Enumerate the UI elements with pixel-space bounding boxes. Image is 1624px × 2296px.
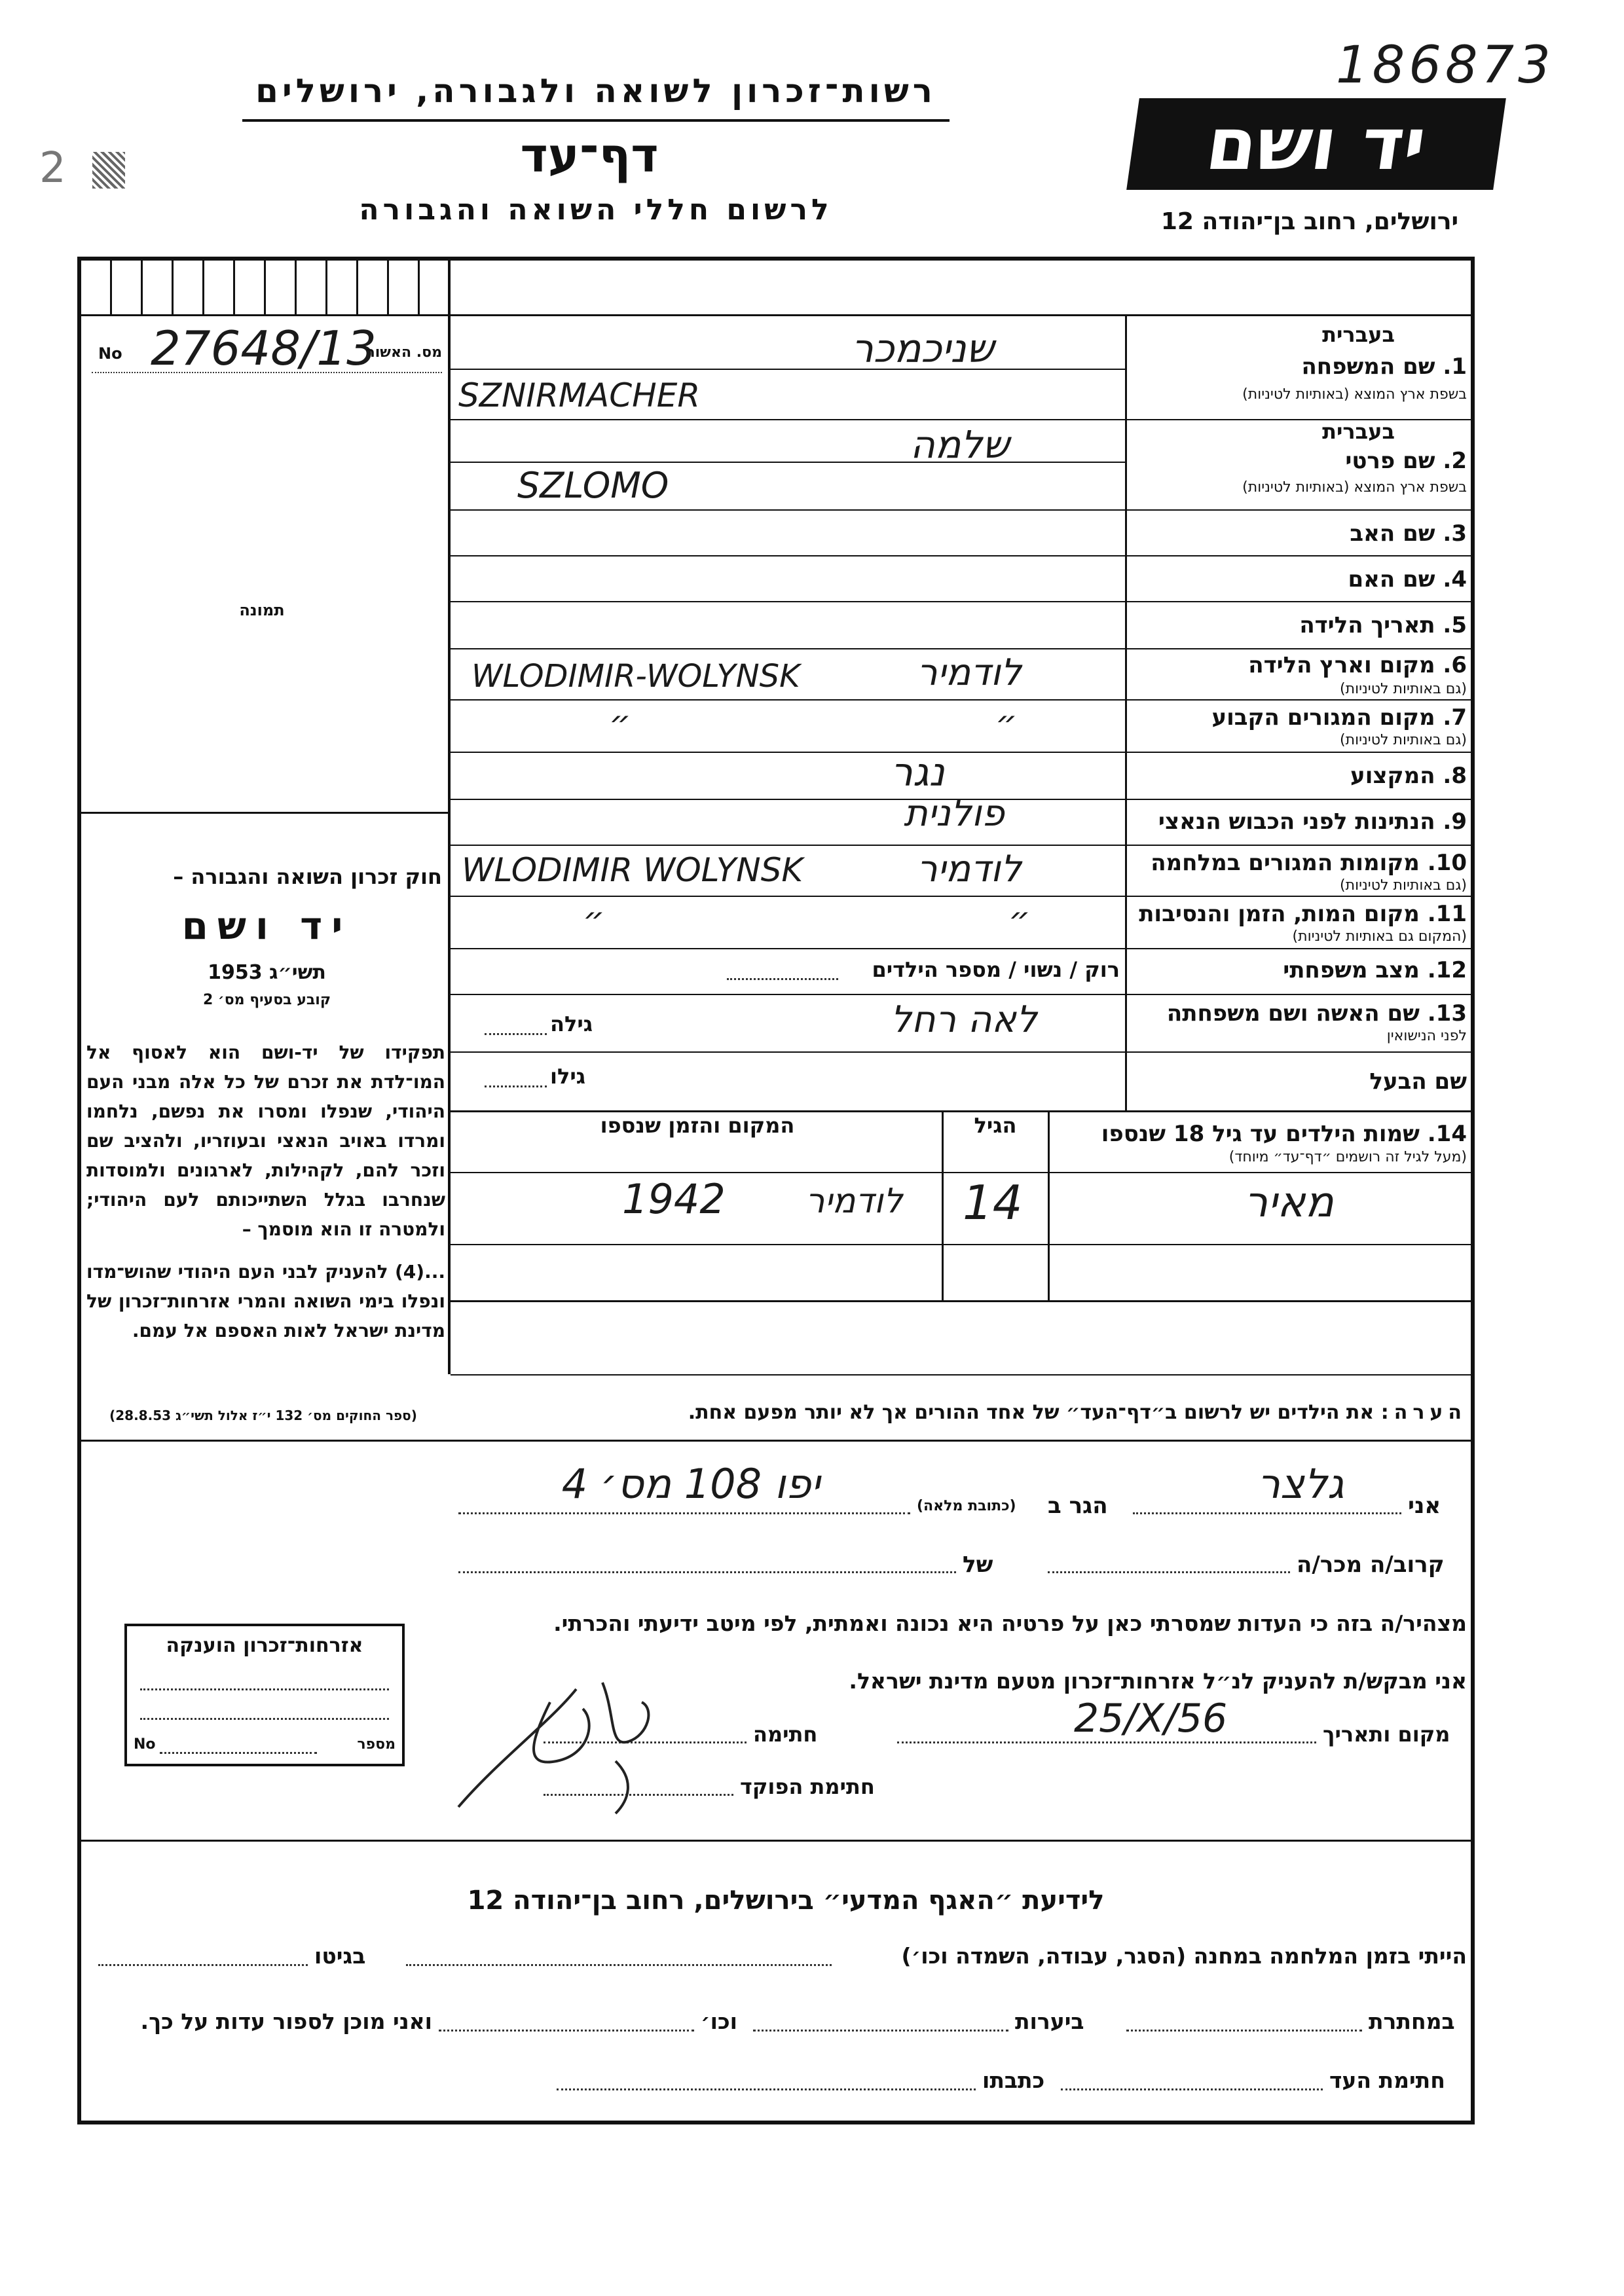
officer-label: חתימת הפוקד [740, 1774, 875, 1799]
field-1-value-he: שניכמכר [851, 326, 995, 372]
field-2-value-he: שלמה [910, 422, 1010, 467]
field-9-label: 9. הנתינות לפני הכבוש הנאצי [1158, 809, 1467, 835]
field-1-label: 1. שם המשפחה [1301, 354, 1467, 380]
bottom-line1-end: בגיטו [314, 1943, 366, 1969]
agency-title: רשות־זכרון לשואה ולגבורה, ירושלים [255, 72, 936, 110]
bottom-line2-a: במחתרת [1369, 2009, 1455, 2034]
bottom-line2-d: ואני מוכן לספור עדות על כך. [140, 2009, 432, 2034]
photo-label: תמונה [239, 601, 285, 619]
address: ירושלים, רחוב בן־יהודה 12 [1160, 208, 1459, 235]
field-7-label: 7. מקום המגורים הקבוע [1211, 704, 1467, 731]
note: הערה: את הילדים יש לרשום ב״דף־העד״ של אחד ההורים אך לא יותר מפעם אחת. [688, 1401, 1467, 1424]
citizenship-no: No [134, 1736, 156, 1753]
field-11-value-he: ״ [1008, 900, 1031, 939]
field-13-value-he: לאה רחל [891, 998, 1037, 1041]
law-text-2: ...(4) להעניק לבני העם היהודי שהוש־מדו ונפלו בימי השואה והמרי אזרחות־זכרון של מדינת ישראל לאות האספם אל עמם. [86, 1261, 445, 1341]
children-col-place: המקום והזמן שנספו [600, 1113, 795, 1138]
field-11-label: 11. מקום המות, הזמן והנסיבות [1139, 901, 1467, 927]
field-12-label: 12. מצב משפחתי [1283, 957, 1467, 983]
of-label: של [963, 1552, 993, 1578]
law-text: תפקידו של יד-ושם הוא לאסוף אל המו־לדת את זכרם של כל אלה מבני העם היהודי, שנפלו ומסרו את נפשם, נלחמו ומרדו באויב הנאצי ובעוזריו, ולהציב שם וזכר להם, לקהילות, לארגונים ולמוסדות שנחרבו בגלל השתייכותם לעם היהודי; ולמטרה זו הוא מוסמך – [86, 1042, 445, 1240]
corner-stamp: 2 [39, 144, 125, 192]
field-8-label: 8. המקצוע [1350, 763, 1467, 789]
husband-age-label: גילו [550, 1064, 586, 1089]
declarant-name: גלצר [1257, 1460, 1344, 1508]
field-6-label: 6. מקום וארץ הלידה [1248, 652, 1467, 678]
form-title: דף־עד [520, 128, 659, 183]
stamp-icon [92, 152, 125, 189]
field-6-sub: (גם באותיות לטיניות) [1340, 681, 1467, 697]
field-13-sub: לפני הנישואין [1386, 1028, 1467, 1044]
field-6-value-lat: WLODIMIR-WOLYNSK [471, 658, 800, 695]
children-sub: (מעל לגיל זה רושמים ״דף־עד״ מיוחד) [1228, 1149, 1467, 1165]
field-2-label: 2. שם פרטי [1345, 448, 1467, 474]
bottom-line3-a: חתימת העד [1329, 2068, 1445, 2093]
request-text: אני מבקש/ת להעניק לנ״ל אזרחות־זכרון מטעם מדינת ישראל. [849, 1668, 1467, 1694]
field-13-age-label: גילה [550, 1011, 593, 1036]
field-10-value-he: לודמיר [917, 848, 1022, 890]
field-9-value-he: פולנית [904, 792, 1005, 835]
field-1-lang: בעברית [1322, 322, 1395, 347]
yad-vashem-logo: יד ושם [1126, 98, 1506, 190]
field-1-sub: בשפת ארץ המוצא (באותיות לטיניות) [1242, 386, 1467, 403]
law-title: חוק זכרון השואה והגבורה – [173, 864, 442, 889]
agency-title-rule [242, 119, 950, 122]
field-11-sub: (המקום גם באותיות לטיניות) [1292, 928, 1467, 945]
child-age: 14 [963, 1175, 1023, 1230]
bottom-title: לידיעת ״האגף המדעי״ בירושלים, רחוב בן־יהודה 12 [467, 1886, 1105, 1916]
declaration-text: מצהיר/ה בזה כי העדות שמסרתי כאן על פרטיה היא נכונה ואמתית, לפי מיטב ידיעתי והכרתי. [553, 1611, 1467, 1636]
relative-label: קרוב/ה מכר/ה [1297, 1552, 1445, 1578]
declarant-i-label: אני [1408, 1493, 1441, 1519]
children-label: 14. שמות הילדים עד גיל 18 שנספו [1101, 1121, 1467, 1147]
field-8-value-he: נגר [891, 750, 945, 795]
husband-label: שם הבעל [1369, 1068, 1467, 1095]
field-7-value-lat: ״ [609, 704, 631, 743]
field-6-value-he: לודמיר [917, 651, 1022, 694]
place-date-label: מקום ותאריך [1323, 1722, 1450, 1747]
citizenship-number: מספר [357, 1736, 396, 1753]
field-4-label: 4. שם האם [1348, 566, 1467, 592]
field-7-value-he: ״ [995, 704, 1018, 743]
field-12-options: רוק / נשוי / מספר הילדים [872, 957, 1120, 982]
field-7-sub: (גם באותיות לטיניות) [1340, 732, 1467, 748]
bottom-line1: הייתי בזמן המלחמה במחנה (הסגר, עבודה, השמדה וכו׳) [901, 1943, 1467, 1969]
resides-label: הגר ב [1048, 1493, 1108, 1519]
archive-number: 186873 [1336, 36, 1555, 95]
field-2-value-lat: SZLOMO [517, 465, 669, 506]
field-5-label: 5. תאריך הלידה [1299, 612, 1467, 638]
top-row-cells [81, 261, 448, 314]
field-10-value-lat: WLODIMIR WOLYNSK [462, 851, 803, 889]
handwritten-signature [419, 1663, 694, 1820]
law-section: קובע בסעיף מס׳ 2 [202, 992, 331, 1008]
approval-number: No 27648/13 מס. האשור [92, 326, 442, 373]
field-3-label: 3. שם האב [1350, 520, 1467, 547]
bottom-line3-b: כתבתו [982, 2068, 1045, 2093]
child-name: מאיר [1244, 1178, 1334, 1227]
field-10-sub: (גם באותיות לטיניות) [1340, 877, 1467, 894]
declarant-address: יפו 108 מס׳ 4 [561, 1460, 821, 1508]
bottom-line2-b: ביערות [1015, 2009, 1084, 2034]
law-ref: (ספר החוקים מס׳ 132 י״ז אלול תשי״ג 28.8.53) [109, 1408, 417, 1423]
field-10-label: 10. מקומות המגורים במלחמה [1151, 850, 1467, 876]
address-hint: (כתובת מלאה) [917, 1498, 1016, 1514]
date-value: 25/X/56 [1074, 1696, 1228, 1741]
law-name: יד ושם [181, 903, 352, 948]
field-2-lang: בעברית [1322, 419, 1395, 444]
field-2-sub: בשפת ארץ המוצא (באותיות לטיניות) [1242, 479, 1467, 496]
citizenship-box [124, 1624, 405, 1766]
citizenship-title: אזרחות־זכרון הוענקה [166, 1634, 363, 1657]
child-year: 1942 [622, 1175, 726, 1223]
field-11-value-lat: ״ [583, 900, 605, 939]
law-year: תשי״ג 1953 [208, 961, 326, 984]
bottom-line2-c: וכו׳ [701, 2009, 737, 2034]
child-place: לודמיר [805, 1182, 903, 1221]
signature-label: חתימה [753, 1722, 818, 1747]
children-col-age: הגיל [974, 1113, 1017, 1138]
field-1-value-lat: SZNIRMACHER [458, 376, 701, 414]
field-13-label: 13. שם האשה ושם משפחתה [1166, 1000, 1467, 1027]
form-subtitle: לרשום חללי השואה והגבורה [359, 193, 833, 227]
